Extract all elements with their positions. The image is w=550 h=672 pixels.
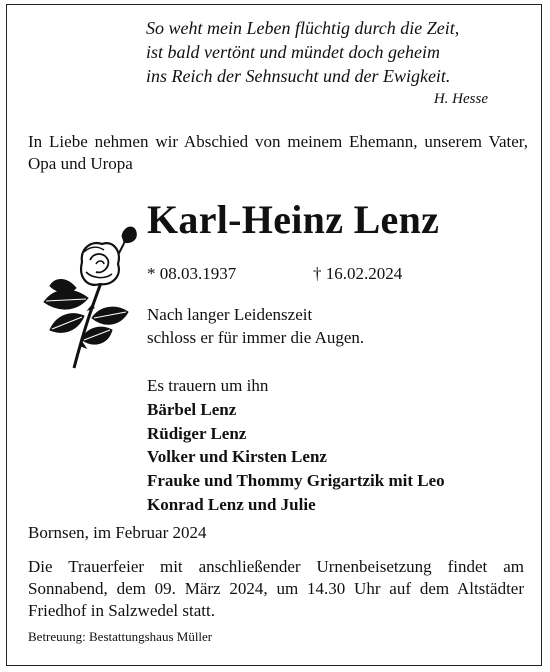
mourner-name: Rüdiger Lenz bbox=[147, 423, 247, 443]
place-date: Bornsen, im Februar 2024 bbox=[28, 523, 207, 542]
mourner-name: Volker und Kirsten Lenz bbox=[147, 447, 327, 467]
mourners-heading: Es trauern um ihn bbox=[147, 376, 269, 395]
funeral-home-credit: Betreuung: Bestattungshaus Müller bbox=[28, 629, 213, 644]
passing-line: Nach langer Leidenszeit bbox=[147, 305, 313, 324]
intro-text: In Liebe nehmen wir Abschied von meinem Ehemann, unserem Vater, Opa und Uropa bbox=[28, 132, 528, 173]
deceased-name: Karl-Heinz Lenz bbox=[147, 197, 440, 242]
poem-author: H. Hesse bbox=[433, 91, 488, 107]
mourner-name: Konrad Lenz und Julie bbox=[147, 494, 316, 514]
mourners-block bbox=[147, 374, 445, 517]
birth-date: * 08.03.1937 bbox=[147, 264, 237, 283]
mourner-name: Bärbel Lenz bbox=[147, 399, 237, 419]
rose-icon bbox=[24, 222, 142, 370]
passing-line: schloss er für immer die Augen. bbox=[147, 328, 365, 347]
poem-line: So weht mein Leben flüchtig durch die Zeit, bbox=[146, 18, 460, 38]
life-dates bbox=[147, 263, 402, 285]
poem-line: ins Reich der Sehnsucht und der Ewigkeit. bbox=[146, 66, 451, 86]
funeral-info: Die Trauerfeier mit anschließender Urnenbeisetzung findet am Sonnabend, dem 09. März 2024, um 14.30 Uhr auf dem Altstädter Friedhof in Salzwedel statt. bbox=[28, 557, 524, 620]
passing-text bbox=[147, 303, 364, 349]
poem-block bbox=[146, 16, 506, 110]
death-date: † 16.02.2024 bbox=[313, 264, 403, 283]
poem-line: ist bald vertönt und mündet doch geheim bbox=[146, 42, 440, 62]
mourner-name: Frauke und Thommy Grigartzik mit Leo bbox=[147, 471, 445, 491]
